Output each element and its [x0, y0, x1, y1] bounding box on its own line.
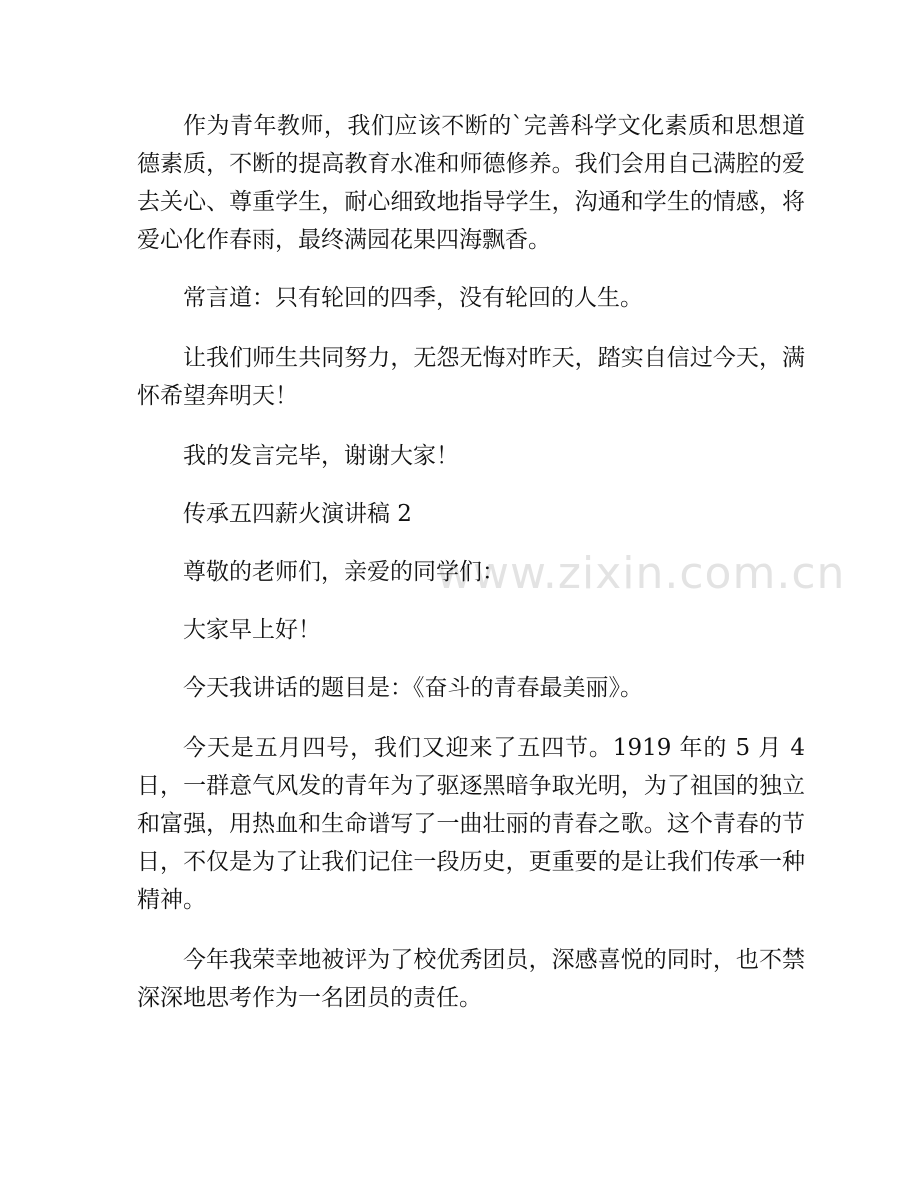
paragraph-greeting: 大家早上好！ — [183, 617, 321, 643]
paragraph-may-fourth: 今天是五月四号，我们又迎来了五四节。1919 年的 5 月 4 日，一群意气风发的青年为了驱逐黑暗争取光明，为了祖国的独立和富强，用热血和生命谱写了一曲壮丽的青春之歌。这个青春的节日，不仅是为了让我们记住一段历史，更重要的是让我们传承一种精神。 — [137, 735, 805, 913]
document-body — [137, 107, 805, 1017]
paragraph-honor: 今年我荣幸地被评为了校优秀团员，深感喜悦的同时，也不禁深深地思考作为一名团员的责任。 — [137, 947, 805, 1011]
paragraph-closing: 我的发言完毕，谢谢大家！ — [183, 443, 459, 469]
paragraph-encouragement: 让我们师生共同努力，无怨无悔对昨天，踏实自信过今天，满怀希望奔明天！ — [137, 345, 805, 409]
watermark-text: www.zixin.com.cn — [436, 548, 846, 599]
paragraph-topic: 今天我讲话的题目是：《奋斗的青春最美丽》。 — [183, 675, 643, 701]
paragraph-teacher-duty: 作为青年教师，我们应该不断的`完善科学文化素质和思想道德素质，不断的提高教育水准和师德修养。我们会用自己满腔的爱去关心、尊重学生，耐心细致地指导学生，沟通和学生的情感，将爱心化作春雨，最终满园花果四海飘香。 — [137, 113, 805, 253]
paragraph-salutation: 尊敬的老师们，亲爱的同学们： — [183, 559, 505, 585]
paragraph-proverb: 常言道：只有轮回的四季，没有轮回的人生。 — [183, 285, 643, 311]
speech-title: 传承五四薪火演讲稿 2 — [183, 501, 412, 527]
